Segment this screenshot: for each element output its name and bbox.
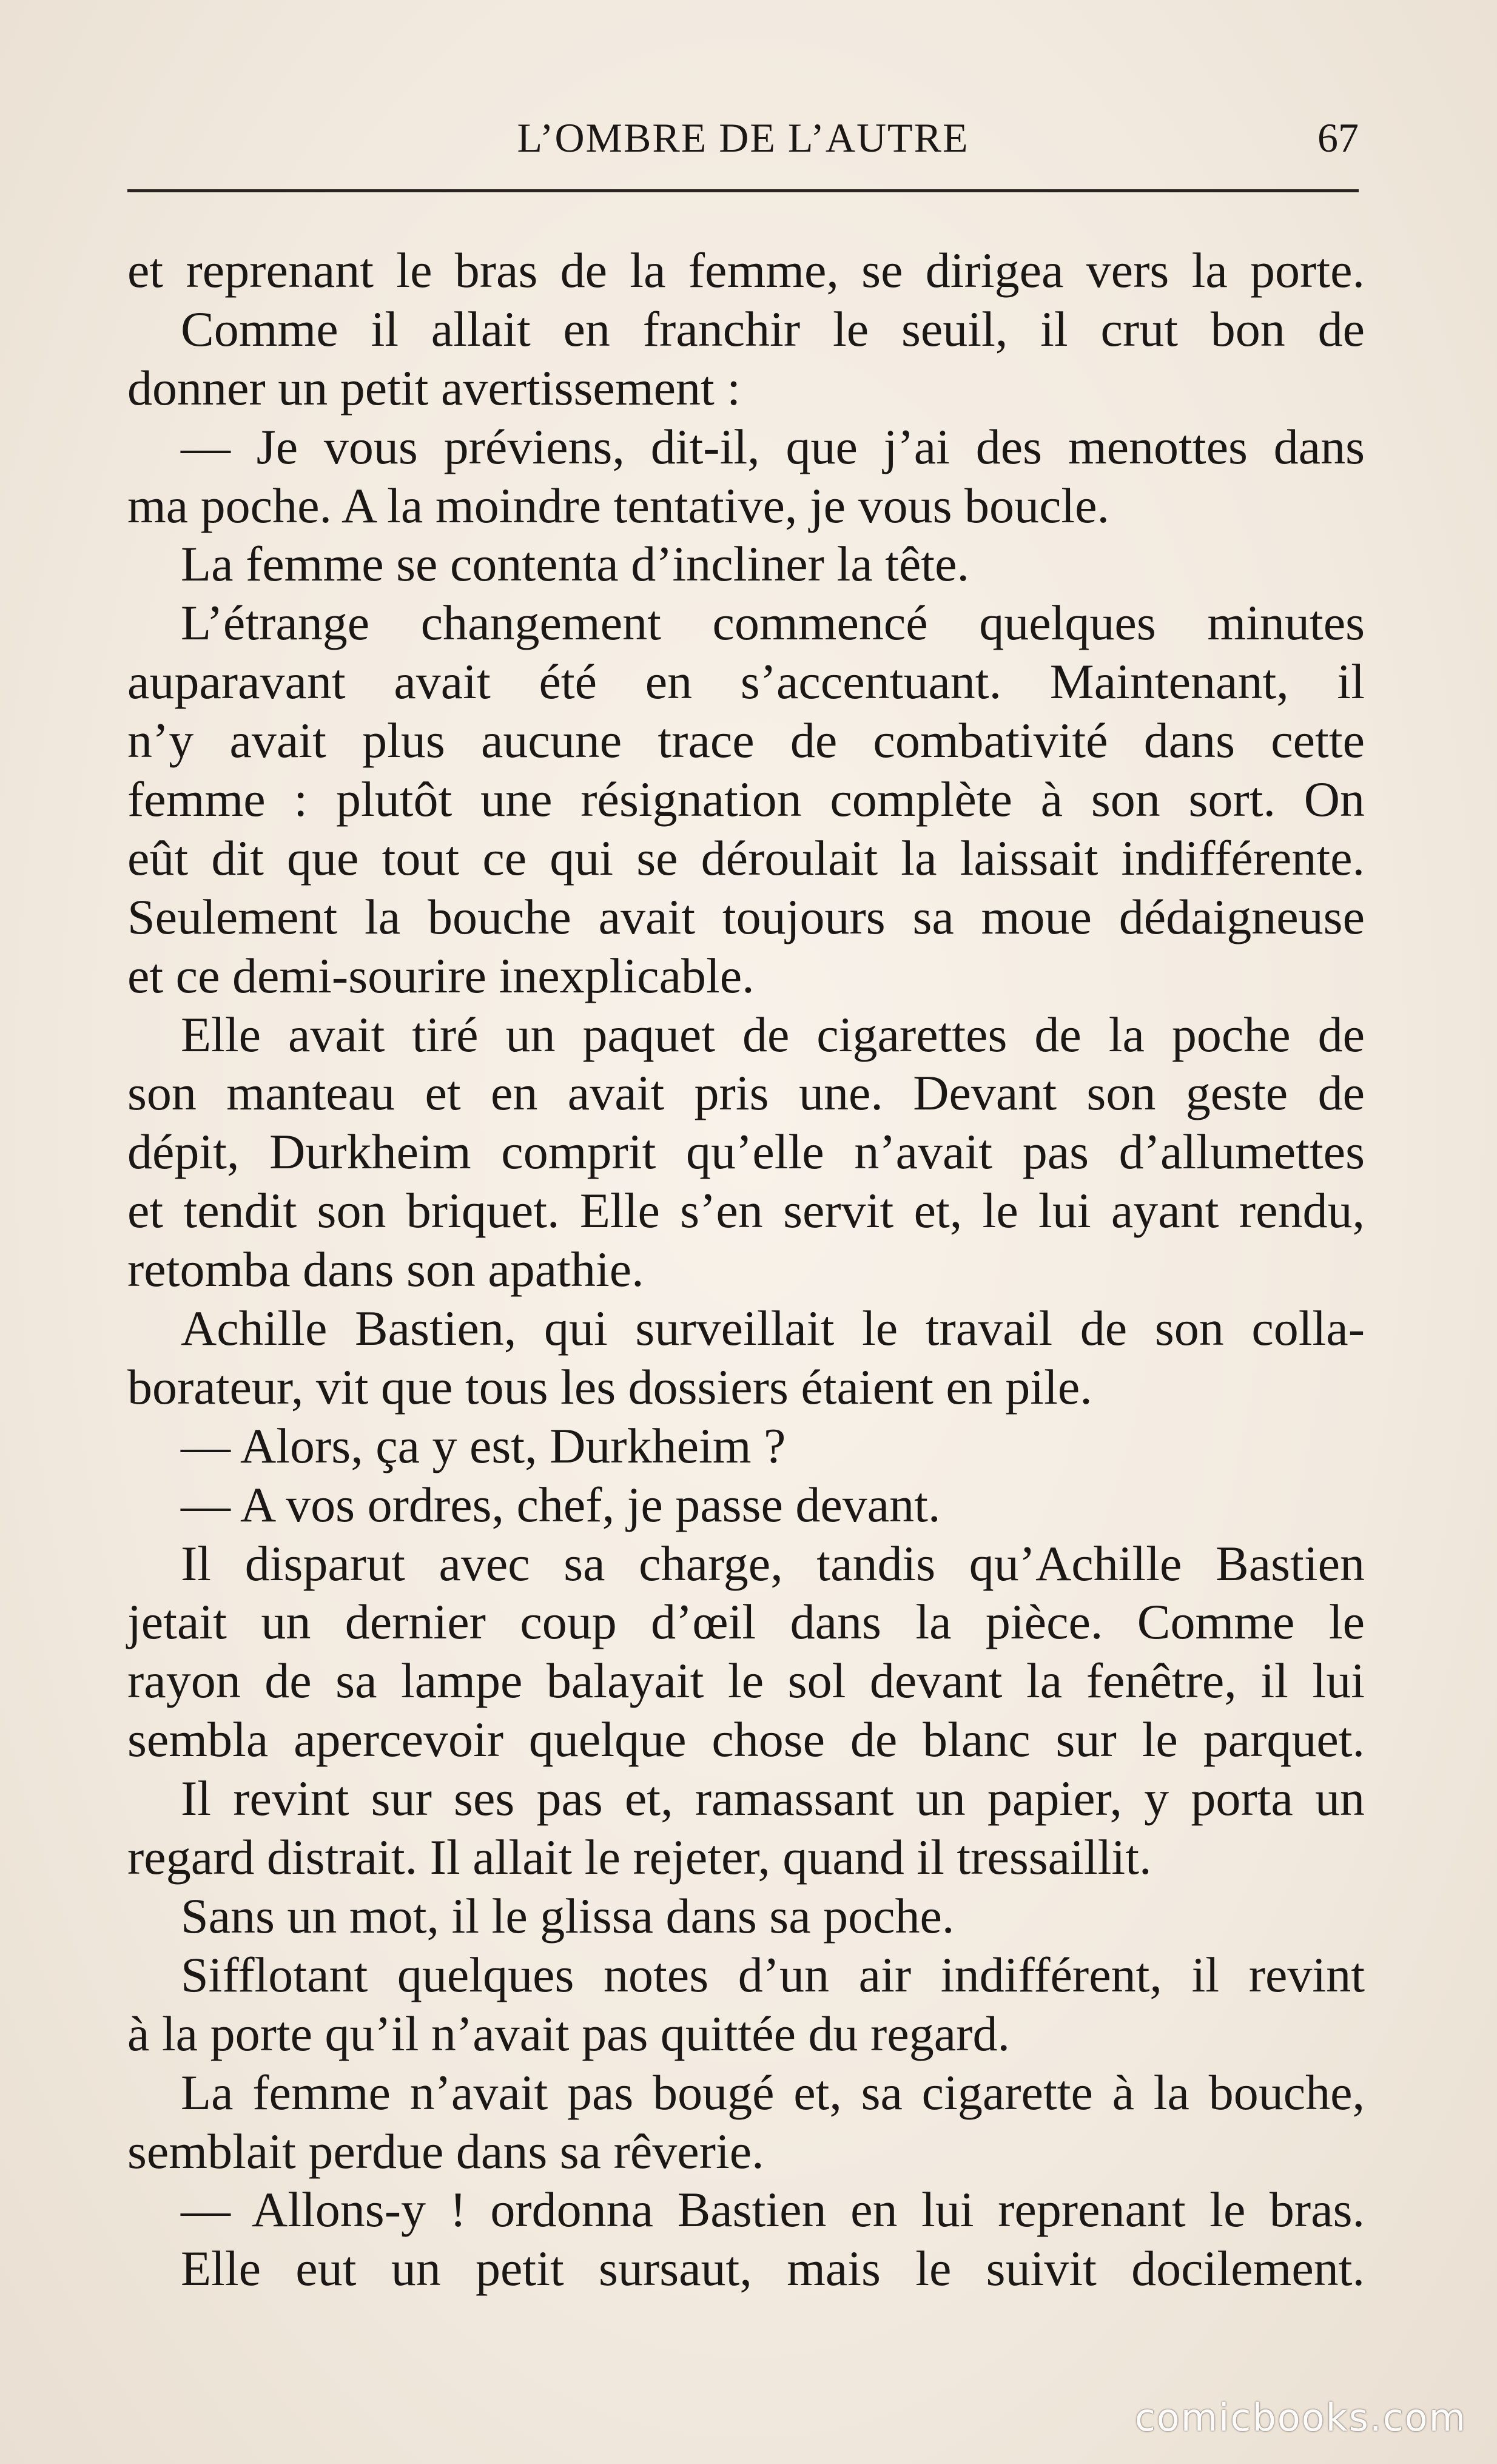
text-line: son manteau et en avait pris une. Devant son geste de [127, 1065, 1365, 1121]
text-line: femme : plutôt une résignation complète à son sort. On [127, 772, 1365, 827]
text-line: regard distrait. Il allait le rejeter, quand il tressaillit. [127, 1829, 1152, 1885]
text-line: donner un petit avertissement : [127, 360, 741, 416]
header-rule [127, 189, 1359, 192]
body-text [127, 241, 1365, 2298]
text-line: Sans un mot, il le glissa dans sa poche. [181, 1888, 955, 1944]
text-line: Seulement la bouche avait toujours sa moue dédaigneuse [127, 889, 1365, 944]
text-line: Sifflotant quelques notes d’un air indifférent, il revint [181, 1947, 1365, 2002]
text-line: et ce demi-sourire inexplicable. [127, 948, 755, 1003]
text-line: — A vos ordres, chef, je passe devant. [181, 1476, 941, 1532]
text-line: — Alors, ça y est, Durkheim ? [181, 1418, 786, 1473]
text-line: Elle eut un petit sursaut, mais le suivit docilement. [181, 2241, 1365, 2297]
text-line: ma poche. A la moindre tentative, je vous boucle. [127, 477, 1110, 533]
running-title: L’OMBRE DE L’AUTRE [517, 115, 969, 161]
text-line: sembla apercevoir quelque chose de blanc sur le parquet. [127, 1712, 1365, 1768]
text-line: eût dit que tout ce qui se déroulait la laissait indifférente. [127, 830, 1365, 886]
text-line: jetait un dernier coup d’œil dans la pièce. Comme le [127, 1594, 1365, 1650]
text-line: n’y avait plus aucune trace de combativité dans cette [127, 713, 1365, 769]
watermark: comicbooks.com [1134, 2395, 1467, 2440]
text-line: auparavant avait été en s’accentuant. Maintenant, il [127, 654, 1365, 710]
text-line: et reprenant le bras de la femme, se dirigea vers la porte. [127, 243, 1365, 298]
text-line: semblait perdue dans sa rêverie. [127, 2123, 764, 2179]
text-line: — Je vous préviens, dit-il, que j’ai des menottes dans [181, 419, 1365, 474]
page-header [127, 103, 1359, 164]
text-line: à la porte qu’il n’avait pas quittée du regard. [127, 2005, 1010, 2061]
text-line: — Allons-y ! ordonna Bastien en lui reprenant le bras. [181, 2182, 1365, 2238]
text-line: dépit, Durkheim comprit qu’elle n’avait pas d’allumettes [127, 1124, 1365, 1180]
text-line: Elle avait tiré un paquet de cigarettes de la poche de [181, 1006, 1365, 1062]
text-line: Il revint sur ses pas et, ramassant un papier, y porta un [181, 1771, 1365, 1826]
text-line: borateur, vit que tous les dossiers étaient en pile. [127, 1359, 1092, 1415]
text-line: retomba dans son apathie. [127, 1242, 644, 1298]
text-line: Comme il allait en franchir le seuil, il crut bon de [181, 301, 1365, 357]
text-line: Il disparut avec sa charge, tandis qu’Achille Bastien [181, 1535, 1365, 1591]
text-line: L’étrange changement commencé quelques minutes [181, 595, 1365, 651]
text-line: La femme n’avait pas bougé et, sa cigarette à la bouche, [181, 2064, 1365, 2120]
page-number: 67 [1317, 115, 1359, 161]
text-line: rayon de sa lampe balayait le sol devant la fenêtre, il lui [127, 1653, 1365, 1709]
text-line: La femme se contenta d’incliner la tête. [181, 536, 969, 592]
text-line: et tendit son briquet. Elle s’en servit et, le lui ayant rendu, [127, 1183, 1365, 1239]
text-line: Achille Bastien, qui surveillait le travail de son colla- [181, 1301, 1365, 1356]
